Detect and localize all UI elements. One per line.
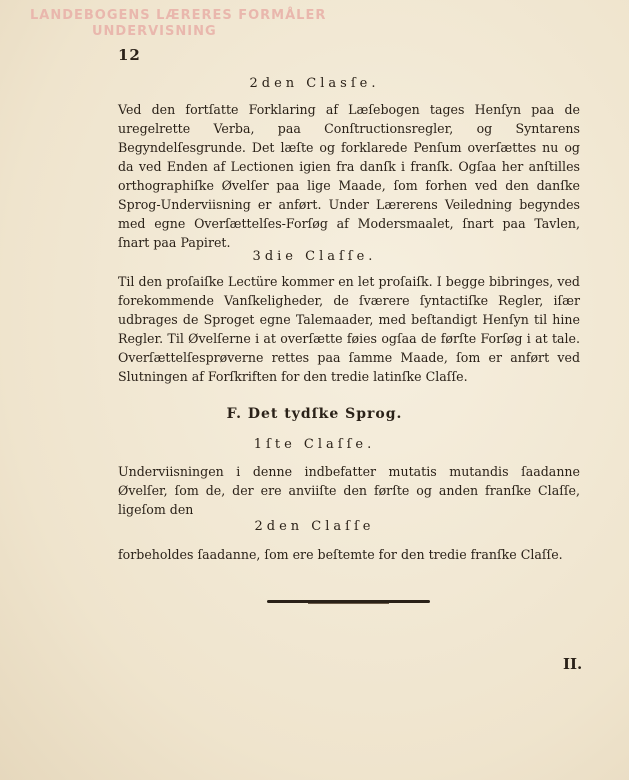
paragraph-2den-classe-tydsk: forbeholdes ſaadanne, ſom ere beſtemte for den tredie franſke Claſſe. <box>118 547 563 562</box>
show-through-line-1: LANDEBOGENS LÆRERES FORMÅLER <box>30 8 327 23</box>
heading-2den-classe-tydsk: 2den Claſſe <box>254 519 375 534</box>
paragraph-2den-classe: Ved den fortſatte Forklaring af Læſebogen tages Henſyn paa de uregelrette Verba, paa Conſtructionsregler, og Syntarens Begyndelſesgrunde. Det læſte og forklarede Penſum overſættes nu og da ved Enden af Lectionen igien fra danſk i franſk. Ogſaa her anſtilles orthographiſke Øvelſer paa lige Maade, ſom forhen ved den danſke Sprog-Underviisning er anført. Under Lærerens Veiledning begyndes med egne Overſættelſes-Forſøg af Modersmaalet, ſnart paa Tavlen, ſnart paa Papiret. <box>118 102 580 250</box>
ornamental-rule <box>267 600 430 603</box>
paragraph-3die-classe: Til den proſaiſke Lectüre kommer en let proſaiſk. I begge bibringes, ved forekommende Vanſkeligheder, de ſværere ſyntactiſke Regler, iſær udbrages de Sproget egne Talemaader, med beſtandigt Henſyn til hine Regler. Til Øvelſerne i at overſætte føies ogſaa de førſte Forſøg i at tale. Overſættelſesprøverne rettes paa ſamme Maade, ſom er anført ved Slutningen af Forſkriften for den tredie latinſke Claſſe. <box>118 274 580 384</box>
show-through-text <box>30 8 326 40</box>
catchword: II. <box>563 655 583 673</box>
show-through-line-2: UNDERVISNING <box>92 24 217 39</box>
heading-3die-classe: 3die Claſſe. <box>252 249 377 264</box>
paragraph-1ste-classe: Underviisningen i denne indbefatter mutatis mutandis ſaadanne Øvelſer, ſom de, der ere anviiſte den førſte og anden franſke Claſſe, ligeſom den <box>118 464 580 517</box>
page-number: 12 <box>118 46 141 64</box>
heading-1ste-classe: 1ſte Claſſe. <box>253 437 376 452</box>
section-f-heading: F. Det tydſke Sprog. <box>226 406 403 422</box>
heading-2den-classe: 2den Clasſe. <box>249 76 380 91</box>
